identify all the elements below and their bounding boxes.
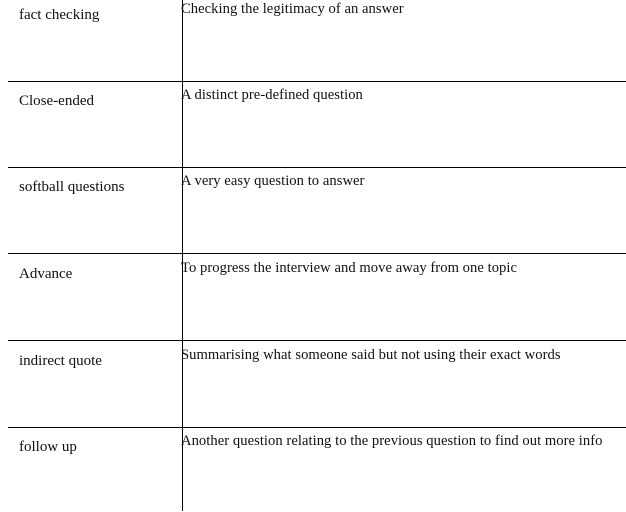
term-cell: Advance (19, 266, 73, 282)
definition-cell: A distinct pre-defined question (181, 87, 363, 103)
table-row (8, 82, 626, 168)
definition-cell: A very easy question to answer (181, 173, 365, 189)
term-cell: indirect quote (19, 353, 102, 369)
definition-cell: Another question relating to the previous question to find out more info (181, 433, 603, 449)
definition-cell: To progress the interview and move away from one topic (181, 260, 518, 276)
table-row (8, 168, 626, 254)
table-row (8, 0, 626, 82)
table-row (8, 428, 626, 512)
definition-cell: Summarising what someone said but not using their exact words (181, 347, 561, 363)
glossary-table (8, 0, 626, 511)
table-row (8, 342, 626, 428)
term-cell: fact checking (19, 7, 100, 23)
term-cell: follow up (19, 439, 77, 455)
term-cell: Close-ended (19, 93, 94, 109)
definition-cell: Checking the legitimacy of an answer (181, 1, 404, 17)
table-row (8, 255, 626, 341)
term-cell: softball questions (19, 179, 125, 195)
